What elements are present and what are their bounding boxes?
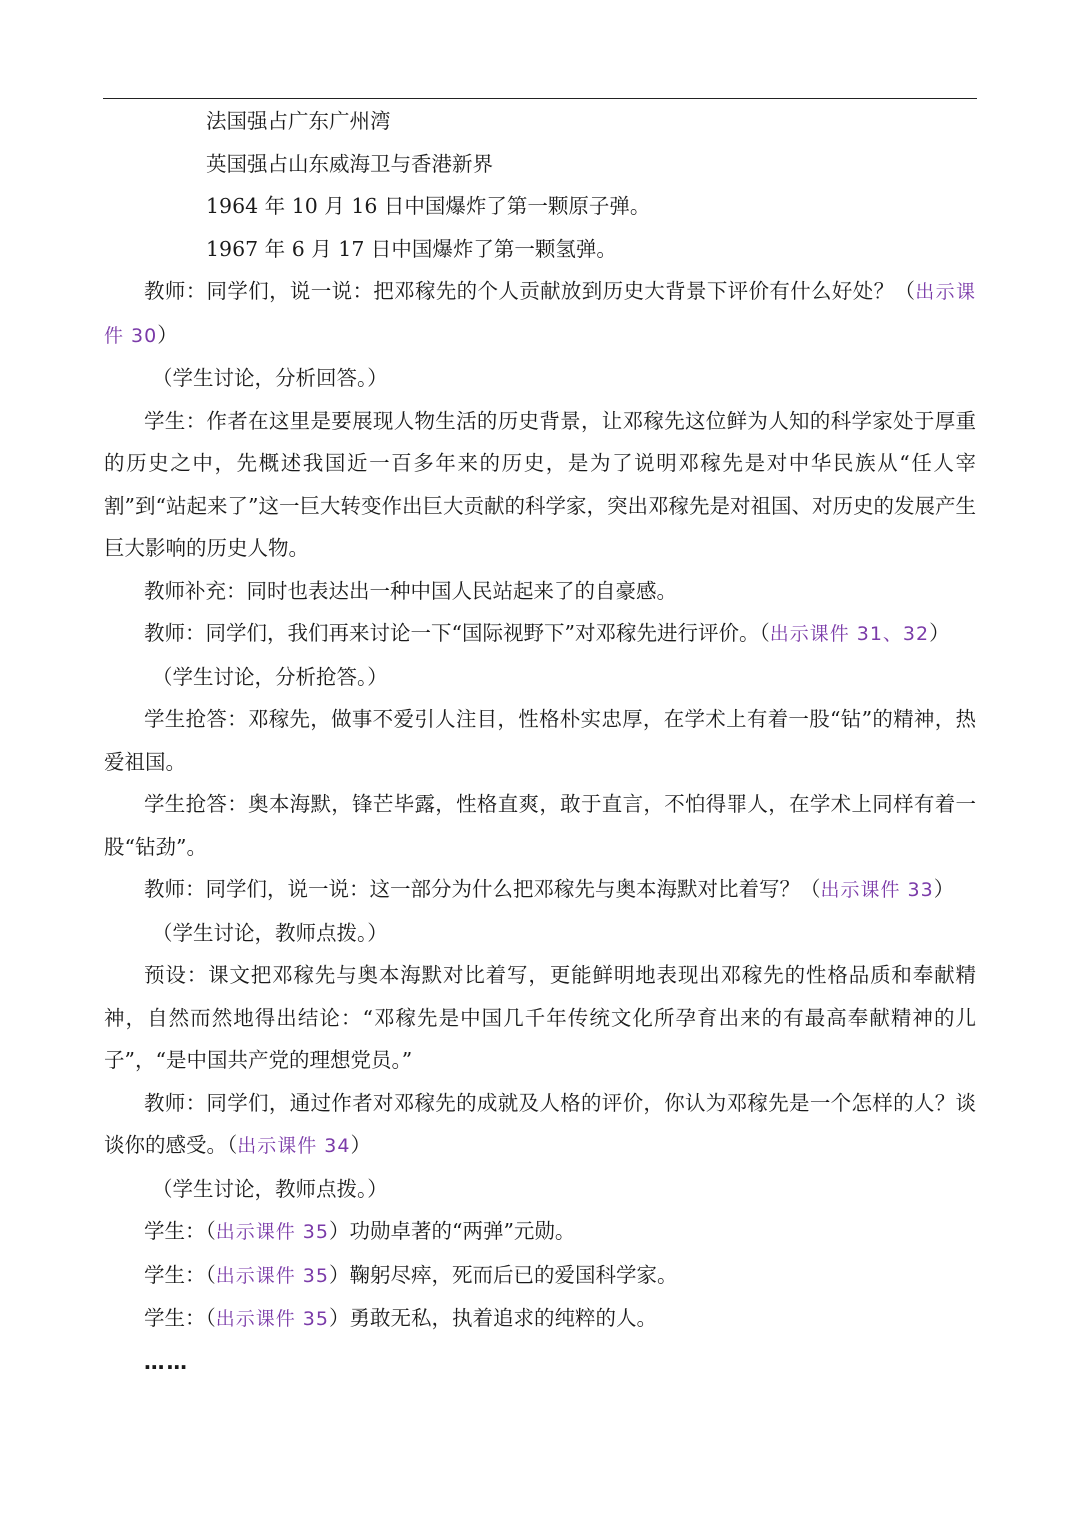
student-answer: 学生抢答：奥本海默，锋芒毕露，性格直爽，敢于直言，不怕得罪人，在学术上同样有着一股“钻劲”。 [104, 792, 976, 859]
courseware-ref: 出示课件 33 [820, 879, 934, 901]
preset-answer: 预设：课文把邓稼先与奥本海默对比着写，更能鲜明地表现出邓稼先的性格品质和奉献精神，自然而然地得出结论：“邓稼先是中国几千年传统文化所孕育出来的有最高奉献精神的儿子”，“是中国共产党的理想党员。” [104, 963, 976, 1072]
student-answer [104, 1297, 976, 1341]
paragraph-text: ）功勋卓著的“两弹”元勋。 [328, 1219, 576, 1243]
courseware-ref: 出示课件 31、32 [769, 623, 930, 645]
student-answer: 学生：作者在这里是要展现人物生活的历史背景，让邓稼先这位鲜为人知的科学家处于厚重的历史之中，先概述我国近一百多年来的历史，是为了说明邓稼先是对中华民族从“任人宰割”到“站起来了”这一巨大转变作出巨大贡献的科学家，突出邓稼先是对祖国、对历史的发展产生巨大影响的历史人物。 [104, 408, 976, 560]
teacher-question [104, 1082, 976, 1168]
history-line: 1964 年 10 月 16 日中国爆炸了第一颗原子弹。 [206, 194, 651, 218]
stage-direction: （学生讨论，分析抢答。） [152, 664, 388, 689]
history-line: 1967 年 6 月 17 日中国爆炸了第一颗氢弹。 [206, 236, 617, 261]
history-line: 英国强占山东威海卫与香港新界 [206, 151, 493, 176]
courseware-ref: 出示课件 30 [104, 281, 976, 347]
teacher-question [104, 612, 976, 656]
stage-direction: （学生讨论，教师点拨。） [152, 920, 388, 945]
paragraph-text: 学生：（ [144, 1262, 216, 1287]
ellipsis: …… [144, 1349, 189, 1374]
paragraph-text: 学生：（ [144, 1306, 216, 1330]
paragraph-text: ） [350, 1133, 371, 1157]
paragraph-text: 教师：同学们，通过作者对邓稼先的成就及人格的评价，你认为邓稼先是一个怎样的人？谈谈你的感受。（ [104, 1090, 976, 1157]
student-answer [104, 1254, 976, 1298]
paragraph-text: 教师：同学们，说一说：这一部分为什么把邓稼先与奥本海默对比着写？（ [144, 877, 821, 901]
courseware-ref: 出示课件 34 [237, 1135, 351, 1157]
document-body [104, 100, 976, 1383]
courseware-ref: 出示课件 35 [215, 1264, 329, 1287]
stage-direction: （学生讨论，教师点拨。） [152, 1176, 388, 1201]
paragraph-text: ）勇敢无私，执着追求的纯粹的人。 [328, 1306, 657, 1330]
paragraph-text: ）鞠躬尽瘁，死而后已的爱国科学家。 [328, 1262, 678, 1287]
history-line: 法国强占广东广州湾 [206, 109, 391, 133]
courseware-ref: 出示课件 35 [215, 1308, 329, 1330]
teacher-question [104, 868, 976, 912]
paragraph-text: ） [929, 621, 950, 645]
teacher-supplement: 教师补充：同时也表达出一种中国人民站起来了的自豪感。 [144, 578, 677, 603]
student-answer [104, 1210, 976, 1254]
teacher-question [104, 270, 976, 357]
paragraph-text: ） [933, 877, 955, 901]
stage-direction: （学生讨论，分析回答。） [152, 366, 388, 390]
courseware-ref: 出示课件 35 [215, 1221, 329, 1243]
paragraph-text: ） [157, 322, 178, 347]
student-answer: 学生抢答：邓稼先，做事不爱引人注目，性格朴实忠厚，在学术上有着一股“钻”的精神，热爱祖国。 [104, 707, 976, 774]
paragraph-text: 教师：同学们，我们再来讨论一下“国际视野下”对邓稼先进行评价。（ [144, 621, 770, 645]
header-rule [103, 98, 977, 99]
paragraph-text: 教师：同学们，说一说：把邓稼先的个人贡献放到历史大背景下评价有什么好处？（ [144, 279, 916, 303]
paragraph-text: 学生：（ [144, 1219, 216, 1243]
